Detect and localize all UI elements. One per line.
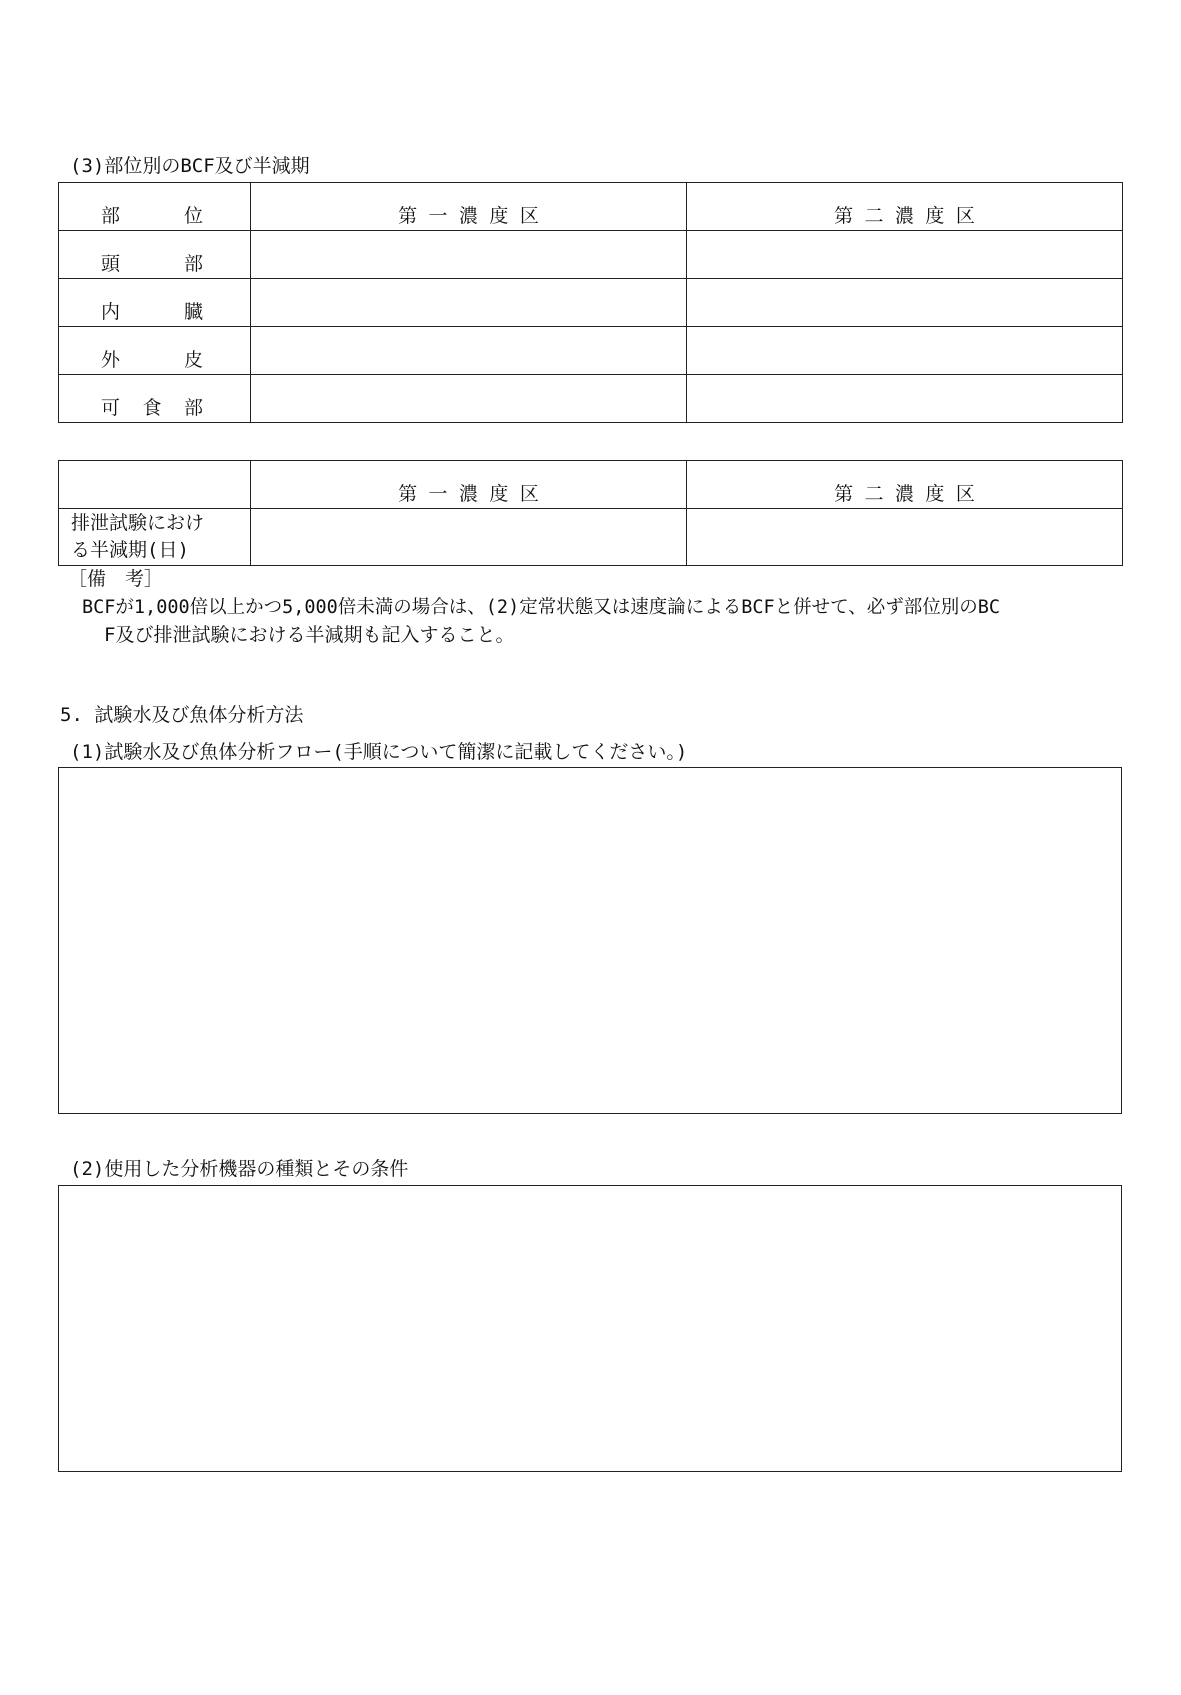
bcf-by-part-table bbox=[58, 182, 1123, 423]
remarks-line-1: BCFが1,000倍以上かつ5,000倍未満の場合は、(2)定常状態又は速度論によるBCFと併せて、必ず部位別のBC bbox=[82, 597, 1001, 618]
section5-title: 5. 試験水及び魚体分析方法 bbox=[60, 704, 304, 726]
edible-first-value[interactable] bbox=[251, 375, 687, 423]
viscera-first-value[interactable] bbox=[251, 279, 687, 327]
half-life-first-value[interactable] bbox=[251, 509, 687, 566]
subsection1-title: (1)試験水及び魚体分析フロー(手順について簡潔に記載してください。) bbox=[70, 741, 688, 763]
header-second-concentration: 第 二 濃 度 区 bbox=[687, 461, 1123, 509]
table-header-row bbox=[59, 461, 1123, 509]
row-label-half-life: 排泄試験におけ る半減期(日) bbox=[59, 509, 251, 566]
skin-first-value[interactable] bbox=[251, 327, 687, 375]
table-row bbox=[59, 231, 1123, 279]
head-second-value[interactable] bbox=[687, 231, 1123, 279]
row-label-edible: 可 食 部 bbox=[59, 375, 251, 423]
table-header-row bbox=[59, 183, 1123, 231]
header-part: 部 位 bbox=[59, 183, 251, 231]
table-row bbox=[59, 327, 1123, 375]
header-empty bbox=[59, 461, 251, 509]
header-second-concentration: 第 二 濃 度 区 bbox=[687, 183, 1123, 231]
analysis-instruments-box[interactable] bbox=[58, 1185, 1122, 1472]
half-life-second-value[interactable] bbox=[687, 509, 1123, 566]
table-row bbox=[59, 375, 1123, 423]
row-label-head: 頭 部 bbox=[59, 231, 251, 279]
table-row bbox=[59, 279, 1123, 327]
header-first-concentration: 第 一 濃 度 区 bbox=[251, 461, 687, 509]
row-label-skin: 外 皮 bbox=[59, 327, 251, 375]
skin-second-value[interactable] bbox=[687, 327, 1123, 375]
remarks-title: ［備 考］ bbox=[68, 568, 164, 590]
half-life-table bbox=[58, 460, 1123, 566]
edible-second-value[interactable] bbox=[687, 375, 1123, 423]
subsection2-title: (2)使用した分析機器の種類とその条件 bbox=[70, 1158, 409, 1180]
viscera-second-value[interactable] bbox=[687, 279, 1123, 327]
remarks-line-2: F及び排泄試験における半減期も記入すること。 bbox=[104, 624, 515, 646]
head-first-value[interactable] bbox=[251, 231, 687, 279]
analysis-flow-box[interactable] bbox=[58, 767, 1122, 1114]
section3-title: (3)部位別のBCF及び半減期 bbox=[70, 155, 310, 177]
table-row bbox=[59, 509, 1123, 566]
row-label-viscera: 内 臓 bbox=[59, 279, 251, 327]
header-first-concentration: 第 一 濃 度 区 bbox=[251, 183, 687, 231]
